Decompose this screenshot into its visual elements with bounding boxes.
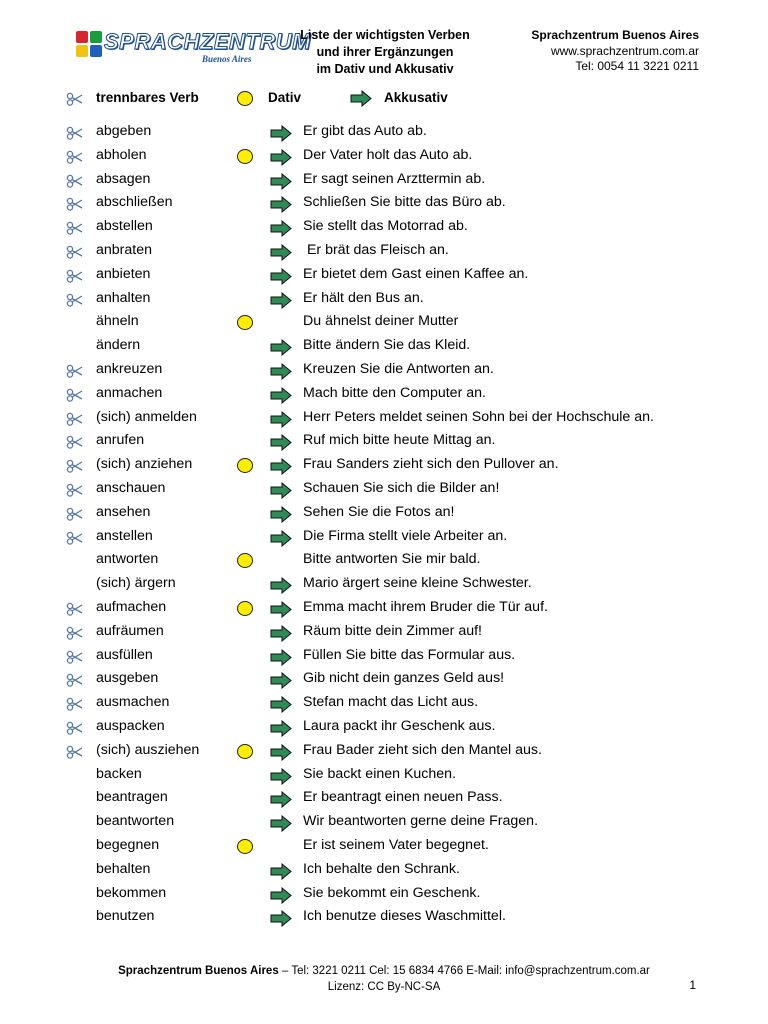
example-sentence: Sie stellt das Motorrad ab. [303,218,468,235]
example-sentence: Sehen Sie die Fotos an! [303,503,455,520]
example-sentence: Emma macht ihrem Bruder die Tür auf. [303,598,548,615]
verb-text: ausgeben [96,670,159,687]
footer-license: Lizenz: CC By-NC-SA [327,981,441,993]
green-arrow-icon [270,649,292,666]
verb-row [0,835,768,859]
verb-text: begegnen [96,836,160,853]
verb-text: ankreuzen [96,360,163,377]
verb-text: antworten [96,551,159,568]
green-arrow-icon [270,768,292,785]
logo-text: SPRACHZENTRUM [104,29,311,54]
example-sentence: Er brät das Fleisch an. [303,241,449,258]
verb-text: backen [96,765,142,782]
scissors-icon [66,650,83,664]
verb-row [0,145,768,169]
green-arrow-icon [270,411,292,428]
document-title [280,27,490,78]
verb-text: (sich) ausziehen [96,741,200,758]
example-sentence: Er beantragt einen neuen Pass. [303,789,503,806]
verb-text: (sich) anmelden [96,408,197,425]
example-sentence: Schließen Sie bitte das Büro ab. [303,194,506,211]
example-sentence: Gib nicht dein ganzes Geld aus! [303,670,505,687]
green-arrow-icon [270,458,292,475]
scissors-icon [66,673,83,687]
logo [76,28,311,68]
green-arrow-icon [270,482,292,499]
green-arrow-icon [270,339,292,356]
verb-row [0,478,768,502]
green-arrow-icon [270,268,292,285]
verb-row [0,407,768,431]
org-name: Sprachzentrum Buenos Aires [531,28,699,42]
verb-text: anstellen [96,527,153,544]
logo-grid-icon [76,31,102,57]
verb-row [0,430,768,454]
verb-row [0,288,768,312]
green-arrow-icon [270,863,292,880]
yellow-circle-icon [237,149,253,164]
scissors-icon [66,174,83,188]
verb-text: anhalten [96,289,151,306]
yellow-circle-icon [237,553,253,568]
scissors-icon [66,150,83,164]
example-sentence: Er hält den Bus an. [303,289,424,306]
verb-text: benutzen [96,908,155,925]
scissors-icon [66,745,83,759]
verb-text: ausfüllen [96,646,153,663]
org-info [531,28,699,75]
example-sentence: Sie bekommt ein Geschenk. [303,884,481,901]
verb-text: abgeben [96,123,152,139]
green-arrow-icon [270,530,292,547]
verb-text: behalten [96,860,151,877]
scissors-icon [66,435,83,449]
verb-row [0,359,768,383]
verb-row [0,716,768,740]
example-sentence: Mario ärgert seine kleine Schwester. [303,575,532,592]
green-arrow-icon [270,125,292,142]
scissors-icon [66,531,83,545]
verb-row [0,264,768,288]
scissors-icon [66,126,83,140]
example-sentence: Er bietet dem Gast einen Kaffee an. [303,265,529,282]
verb-text: ansehen [96,503,151,520]
scissors-icon [66,459,83,473]
verb-row [0,192,768,216]
scissors-icon [66,507,83,521]
page-number: 1 [689,978,696,992]
example-sentence: Ich benutze dieses Waschmittel. [303,908,506,925]
example-sentence: Mach bitte den Computer an. [303,384,486,401]
example-sentence: Du ähnelst deiner Mutter [303,313,459,330]
green-arrow-icon [270,910,292,927]
example-sentence: Bitte ändern Sie das Kleid. [303,337,471,354]
green-arrow-icon [270,815,292,832]
green-arrow-icon [270,196,292,213]
example-sentence: Herr Peters meldet seinen Sohn bei der Hochschule an. [303,408,654,425]
example-sentence: Der Vater holt das Auto ab. [303,146,473,163]
verb-row [0,668,768,692]
green-arrow-icon [270,387,292,404]
verb-text: beantragen [96,789,168,806]
yellow-circle-icon [237,601,253,616]
scissors-icon [66,626,83,640]
org-website: www.sprachzentrum.com.ar [550,43,699,58]
verb-row [0,121,768,145]
verb-text: ähneln [96,313,139,330]
scissors-icon [66,245,83,259]
verb-row [0,216,768,240]
yellow-circle-icon [237,839,253,854]
green-arrow-icon [270,791,292,808]
verb-row [0,740,768,764]
verb-row [0,883,768,907]
verb-text: ausmachen [96,694,170,711]
verb-list [0,121,768,930]
scissors-icon [66,388,83,402]
green-arrow-icon [270,149,292,166]
green-arrow-icon [270,887,292,904]
verb-row [0,859,768,883]
example-sentence: Räum bitte dein Zimmer auf! [303,622,482,639]
legend [0,90,768,110]
verb-text: absagen [96,170,151,187]
footer-org-name: Sprachzentrum Buenos Aires [118,965,279,977]
verb-row [0,764,768,788]
verb-row [0,502,768,526]
verb-text: abstellen [96,218,153,235]
scissors-icon [66,92,83,106]
verb-row [0,240,768,264]
example-sentence: Die Firma stellt viele Arbeiter an. [303,527,508,544]
verb-row [0,811,768,835]
example-sentence: Laura packt ihr Geschenk aus. [303,717,496,734]
green-arrow-icon [270,672,292,689]
green-arrow-icon [270,434,292,451]
yellow-circle-icon [237,91,253,106]
green-arrow-icon [270,173,292,190]
verb-text: auspacken [96,717,165,734]
legend-separable-label: trennbares Verb [96,90,199,105]
example-sentence: Wir beantworten gerne deine Fragen. [303,813,539,830]
example-sentence: Er gibt das Auto ab. [303,123,427,139]
verb-row [0,621,768,645]
green-arrow-icon [270,506,292,523]
green-arrow-icon [350,90,372,107]
verb-text: aufräumen [96,622,164,639]
scissors-icon [66,197,83,211]
verb-text: beantworten [96,813,175,830]
green-arrow-icon [270,744,292,761]
verb-text: anrufen [96,432,145,449]
scissors-icon [66,721,83,735]
example-sentence: Ruf mich bitte heute Mittag an. [303,432,496,449]
verb-row [0,335,768,359]
verb-text: ändern [96,337,141,354]
legend-dative-label: Dativ [268,90,302,105]
verb-text: (sich) anziehen [96,456,193,473]
green-arrow-icon [270,292,292,309]
green-arrow-icon [270,601,292,618]
green-arrow-icon [270,363,292,380]
green-arrow-icon [270,696,292,713]
scissors-icon [66,293,83,307]
verb-row [0,906,768,930]
footer-contact-line [0,963,768,979]
scissors-icon [66,269,83,283]
example-sentence: Frau Bader zieht sich den Mantel aus. [303,741,542,758]
verb-row [0,645,768,669]
verb-row [0,692,768,716]
verb-text: bekommen [96,884,167,901]
legend-accusative-label: Akkusativ [384,90,448,105]
verb-row [0,383,768,407]
verb-text: aufmachen [96,598,167,615]
green-arrow-icon [270,720,292,737]
example-sentence: Kreuzen Sie die Antworten an. [303,360,494,377]
footer [0,963,768,995]
verb-text: abholen [96,146,147,163]
example-sentence: Sie backt einen Kuchen. [303,765,457,782]
scissors-icon [66,364,83,378]
yellow-circle-icon [237,458,253,473]
verb-row [0,526,768,550]
example-sentence: Füllen Sie bitte das Formular aus. [303,646,516,663]
verb-row [0,787,768,811]
verb-text: abschließen [96,194,173,211]
verb-text: (sich) ärgern [96,575,176,592]
green-arrow-icon [270,244,292,261]
verb-row [0,549,768,573]
footer-contact: – Tel: 3221 0211 Cel: 15 6834 4766 E-Mail: info@sprachzentrum.com.ar [278,965,650,977]
scissors-icon [66,221,83,235]
verb-text: anbieten [96,265,151,282]
scissors-icon [66,602,83,616]
example-sentence: Er sagt seinen Arzttermin ab. [303,170,486,187]
verb-row [0,597,768,621]
title-line: Liste der wichtigsten Verben [300,28,470,42]
verb-row [0,311,768,335]
title-line: und ihrer Ergänzungen [316,45,454,59]
yellow-circle-icon [237,744,253,759]
verb-text: anbraten [96,241,153,258]
org-phone: Tel: 0054 11 3221 0211 [575,59,699,73]
green-arrow-icon [270,577,292,594]
title-line: im Dativ und Akkusativ [316,62,454,76]
verb-row [0,169,768,193]
scissors-icon [66,483,83,497]
example-sentence: Frau Sanders zieht sich den Pullover an. [303,456,559,473]
example-sentence: Bitte antworten Sie mir bald. [303,551,481,568]
verb-text: anmachen [96,384,163,401]
scissors-icon [66,697,83,711]
example-sentence: Ich behalte den Schrank. [303,860,460,877]
logo-subtext: Buenos Aires [202,54,252,64]
verb-row [0,454,768,478]
green-arrow-icon [270,625,292,642]
example-sentence: Schauen Sie sich die Bilder an! [303,479,500,496]
verb-text: anschauen [96,479,166,496]
scissors-icon [66,412,83,426]
verb-row [0,573,768,597]
example-sentence: Er ist seinem Vater begegnet. [303,836,489,853]
example-sentence: Stefan macht das Licht aus. [303,694,479,711]
yellow-circle-icon [237,315,253,330]
green-arrow-icon [270,220,292,237]
